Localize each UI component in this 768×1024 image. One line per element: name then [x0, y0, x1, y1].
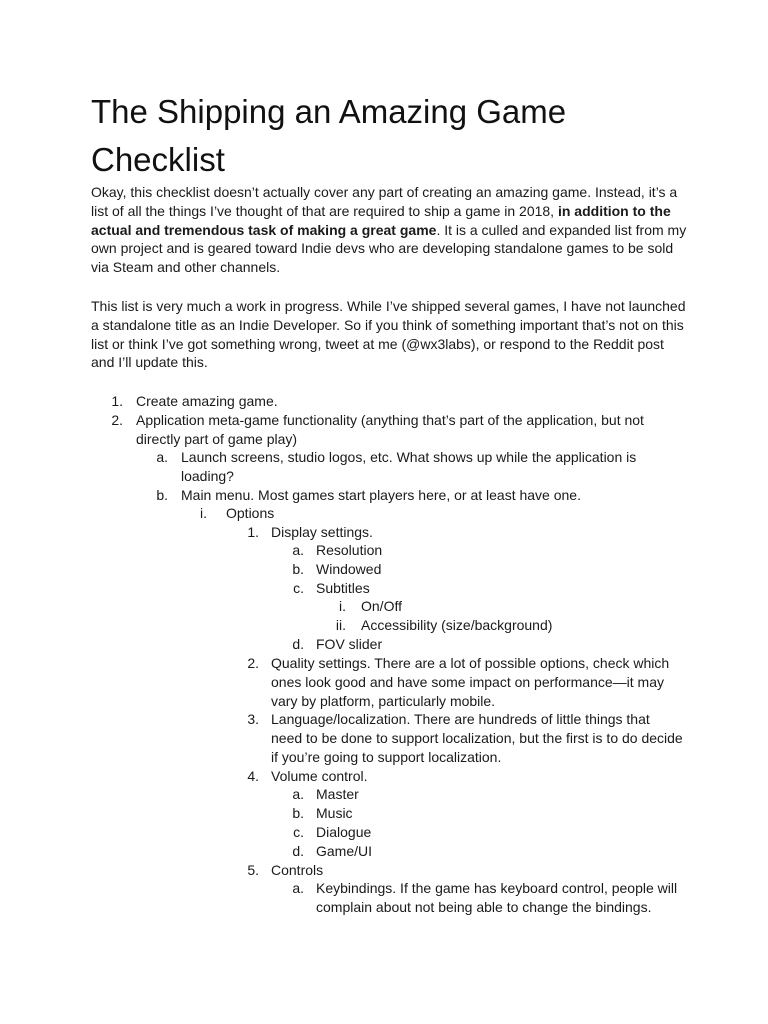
- list-item-marker: a.: [156, 449, 168, 465]
- list-item-text: Application meta-game functionality (anything that’s part of the application, but not: [136, 412, 644, 428]
- page-title: [91, 88, 711, 184]
- list-item-text: Launch screens, studio logos, etc. What shows up while the application is: [181, 449, 637, 465]
- list-item-text: Controls: [271, 862, 324, 878]
- title-line-1: The Shipping an Amazing Game: [91, 93, 567, 130]
- intro-p1-text: Okay, this checklist doesn’t actually cover any part of creating an amazing game. Instead, it’s a list of all the things I’ve thought of that are required to ship a game in 2018,: [91, 184, 678, 219]
- intro-p1-bold: in addition to the actual and tremendous task of making a great game: [91, 202, 671, 238]
- list-item-text: Game/UI: [316, 843, 373, 859]
- intro-paragraph-1: [91, 183, 691, 277]
- list-item-text: Language/localization. There are hundreds of little things that: [271, 711, 650, 727]
- list-item-marker: 5.: [247, 862, 259, 878]
- list-item-text: On/Off: [361, 598, 402, 614]
- list-item-text: Options: [226, 505, 275, 521]
- list-item-text: Volume control.: [271, 768, 368, 784]
- title-line-2: Checklist: [91, 141, 225, 178]
- list-item-marker: i.: [339, 598, 346, 614]
- list-item-marker: a.: [292, 542, 304, 558]
- list-item-marker: a.: [292, 786, 304, 802]
- intro-paragraph-2: This list is very much a work in progress. While I’ve shipped several games, I have not launched a standalone title as an Indie Developer. So if you think of something important that’s not on this list or think I’ve got something wrong, tweet at me (@wx3labs), or respond to the Reddit post and I’ll update this.: [91, 298, 686, 371]
- list-item-marker: d.: [292, 843, 304, 859]
- list-item-marker: c.: [293, 580, 304, 596]
- list-item-text: directly part of game play): [136, 430, 298, 447]
- list-item-marker: b.: [292, 561, 304, 577]
- list-item-text: FOV slider: [316, 636, 383, 652]
- list-item-marker: c.: [293, 824, 304, 840]
- list-item-text: Accessibility (size/background): [361, 617, 553, 633]
- list-item-text: ones look good and have some impact on performance—it may: [271, 673, 664, 690]
- list-item-text: if you’re going to support localization.: [271, 748, 502, 765]
- list-item-text: Dialogue: [316, 824, 372, 840]
- list-item-text: Windowed: [316, 561, 382, 577]
- intro-p1-text-end: . It is a culled and expanded list from my own project and is geared toward Indie devs who are developing standalone games to be sold via Steam and other channels.: [91, 221, 687, 276]
- list-item-text: Master: [316, 786, 359, 802]
- list-item-text: Quality settings. There are a lot of possible options, check which: [271, 655, 670, 671]
- list-item-marker: i.: [200, 505, 207, 521]
- list-item-marker: 1.: [247, 524, 259, 540]
- list-item-marker: 4.: [247, 768, 259, 784]
- list-item-text: Create amazing game.: [136, 393, 278, 409]
- list-item-marker: d.: [292, 636, 304, 652]
- list-item-marker: b.: [156, 487, 168, 503]
- list-item-marker: 1.: [111, 393, 123, 409]
- list-item-text: complain about not being able to change the bindings.: [316, 898, 652, 915]
- list-item-marker: a.: [292, 880, 304, 896]
- list-item-text: Main menu. Most games start players here, or at least have one.: [181, 487, 581, 503]
- list-item-marker: ii.: [335, 617, 346, 633]
- list-item-marker: b.: [292, 805, 304, 821]
- list-item-marker: 2.: [111, 412, 123, 428]
- list-item-text: loading?: [181, 467, 234, 484]
- list-item-text: Keybindings. If the game has keyboard control, people will: [316, 880, 678, 896]
- list-item-text: need to be done to support localization, but the first is to do decide: [271, 729, 683, 746]
- list-item-text: Resolution: [316, 542, 383, 558]
- list-item-text: Music: [316, 805, 353, 821]
- list-item-text: vary by platform, particularly mobile.: [271, 692, 496, 709]
- list-item-text: Display settings.: [271, 524, 373, 540]
- list-item-text: Subtitles: [316, 580, 370, 596]
- list-item-marker: 3.: [247, 711, 259, 727]
- list-item-marker: 2.: [247, 655, 259, 671]
